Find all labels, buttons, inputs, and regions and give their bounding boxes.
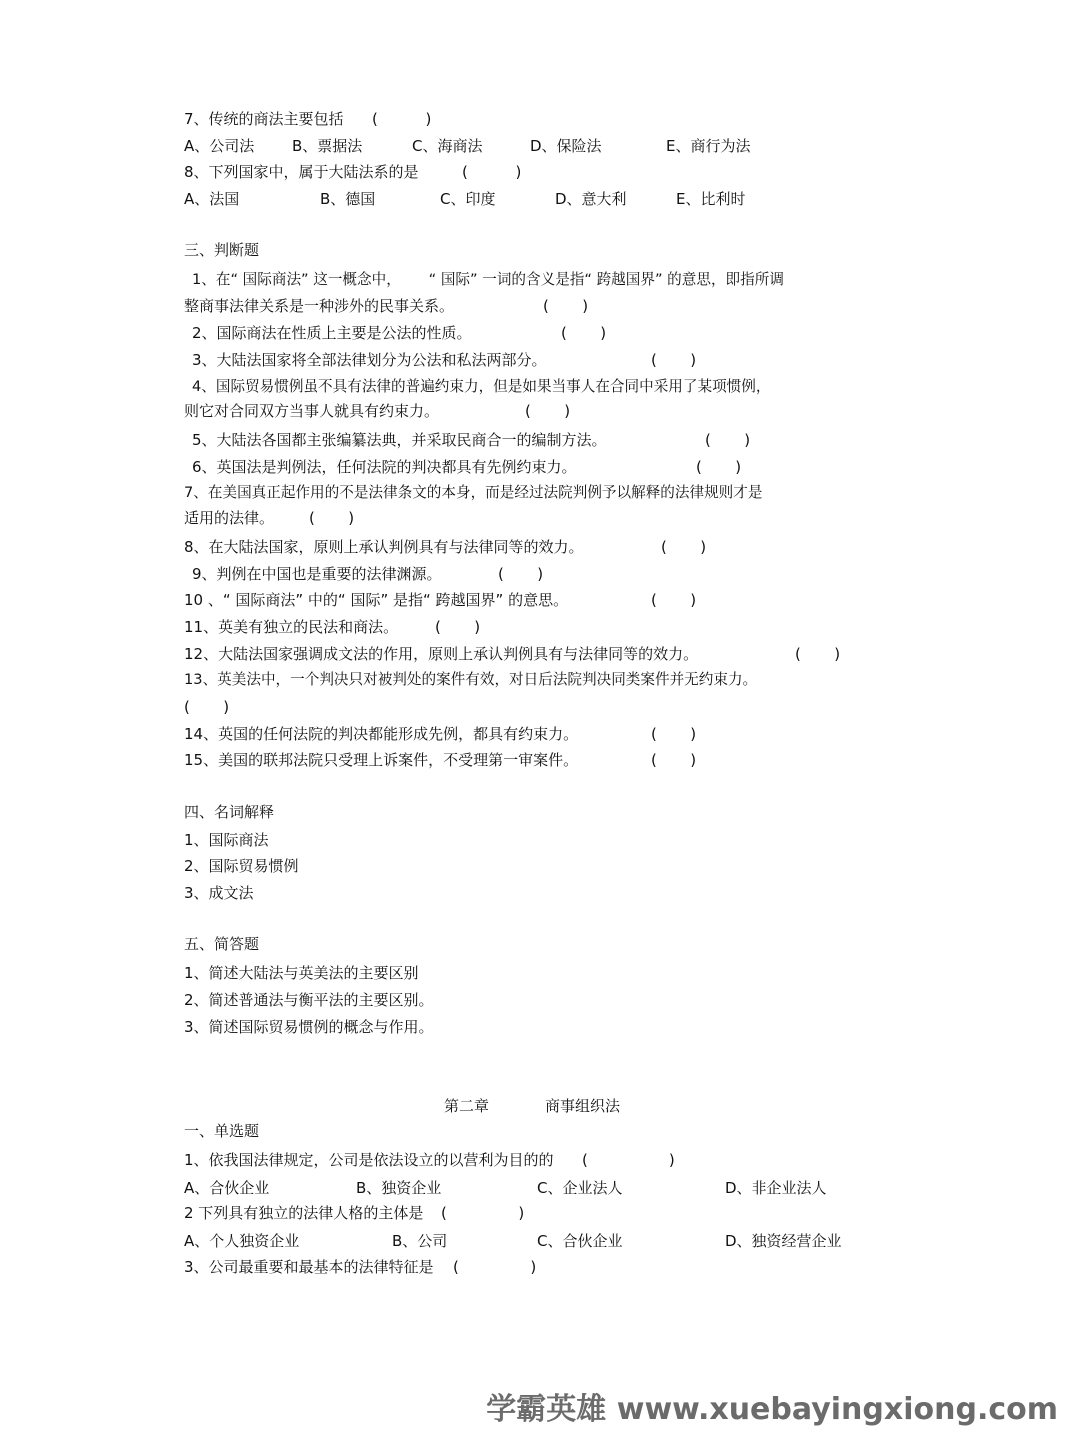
short-answer-3: 3、简述国际贸易惯例的概念与作用。 (184, 1018, 434, 1036)
judge-item-10: 10 、“ 国际商法” 中的“ 国际” 是指“ 跨越国界” 的意思。 (184, 591, 569, 609)
q7-option-a: A、公司法 (184, 137, 255, 155)
judge-item-13-paren: ( ) (184, 698, 230, 716)
judge-item-5: 5、大陆法各国都主张编纂法典，并采取民商合一的编制方法。 (192, 431, 607, 449)
q7-paren: ( ) (372, 110, 432, 128)
ch2-q2-option-b: B、公司 (392, 1232, 448, 1250)
q8-option-b: B、德国 (320, 190, 376, 208)
q8-option-d: D、意大利 (555, 190, 627, 208)
judge-item-7b: 适用的法律。 (184, 509, 275, 527)
judge-item-14: 14、英国的任何法院的判决都能形成先例，都具有约束力。 (184, 725, 579, 743)
q8-option-e: E、比利时 (676, 190, 746, 208)
judge-item-8-paren: ( ) (661, 538, 707, 556)
ch2-q2-option-a: A、个人独资企业 (184, 1232, 300, 1250)
term-item-3: 3、成文法 (184, 884, 254, 902)
judge-item-4-paren: ( ) (525, 402, 571, 420)
judge-item-1-paren: ( ) (543, 297, 589, 315)
ch2-q1-option-c: C、企业法人 (537, 1179, 623, 1197)
q7-stem: 7、传统的商法主要包括 (184, 110, 344, 128)
judge-item-5-paren: ( ) (705, 431, 751, 449)
ch2-q2-option-d: D、独资经营企业 (725, 1232, 842, 1250)
q8-paren: ( ) (462, 163, 522, 181)
short-answer-2: 2、简述普通法与衡平法的主要区别。 (184, 991, 434, 1009)
judge-item-1b: 整商事法律关系是一种涉外的民事关系。 (184, 297, 455, 315)
ch2-q2-option-c: C、合伙企业 (537, 1232, 623, 1250)
watermark-text: 学霸英雄 www.xuebayingxiong.com (486, 1392, 1058, 1427)
section5-heading: 五、简答题 (184, 935, 260, 953)
judge-item-3: 3、大陆法国家将全部法律划分为公法和私法两部分。 (192, 351, 547, 369)
judge-item-12: 12、大陆法国家强调成文法的作用，原则上承认判例具有与法律同等的效力。 (184, 645, 699, 663)
judge-item-15: 15、美国的联邦法院只受理上诉案件，不受理第一审案件。 (184, 751, 579, 769)
judge-item-6: 6、英国法是判例法，任何法院的判决都具有先例约束力。 (192, 458, 577, 476)
judge-item-8: 8、在大陆法国家，原则上承认判例具有与法律同等的效力。 (184, 538, 584, 556)
short-answer-1: 1、简述大陆法与英美法的主要区别 (184, 964, 419, 982)
ch2-q3-stem: 3、公司最重要和最基本的法律特征是 (184, 1258, 434, 1276)
section3-heading: 三、判断题 (184, 241, 260, 259)
chapter-title: 商事组织法 (545, 1097, 621, 1115)
ch2-q2-stem: 2 下列具有独立的法律人格的主体是 (184, 1204, 424, 1222)
judge-item-7a: 7、在美国真正起作用的不是法律条文的本身，而是经过法院判例予以解释的法律规则才是 (184, 484, 763, 501)
judge-item-9-paren: ( ) (498, 565, 544, 583)
judge-item-3-paren: ( ) (651, 351, 697, 369)
ch2-q1-option-a: A、合伙企业 (184, 1179, 270, 1197)
q8-option-a: A、法国 (184, 190, 240, 208)
ch2-q1-stem: 1、依我国法律规定，公司是依法设立的以营利为目的的 (184, 1151, 554, 1169)
judge-item-13: 13、英美法中，一个判决只对被判处的案件有效，对日后法院判决同类案件并无约束力。 (184, 671, 758, 688)
judge-item-12-paren: ( ) (795, 645, 841, 663)
judge-item-1a: 1、在“ 国际商法” 这一概念中， “ 国际” 一词的含义是指“ 跨越国界” 的意思，即指所调 (192, 271, 784, 288)
q8-option-c: C、印度 (440, 190, 496, 208)
ch2-q2-paren: ( ) (441, 1204, 525, 1222)
q7-option-c: C、海商法 (412, 137, 483, 155)
term-item-2: 2、国际贸易惯例 (184, 857, 299, 875)
ch2-q1-paren: ( ) (582, 1151, 675, 1169)
ch2-q1-option-d: D、非企业法人 (725, 1179, 827, 1197)
judge-item-4b: 则它对合同双方当事人就具有约束力。 (184, 402, 440, 420)
term-item-1: 1、国际商法 (184, 831, 269, 849)
q7-option-e: E、商行为法 (666, 137, 751, 155)
ch2-q3-paren: ( ) (453, 1258, 537, 1276)
judge-item-6-paren: ( ) (696, 458, 742, 476)
judge-item-7-paren: ( ) (309, 509, 355, 527)
judge-item-2-paren: ( ) (561, 324, 607, 342)
ch2-q1-option-b: B、独资企业 (356, 1179, 442, 1197)
judge-item-11-paren: ( ) (435, 618, 481, 636)
judge-item-11: 11、英美有独立的民法和商法。 (184, 618, 399, 636)
q7-option-b: B、票据法 (292, 137, 363, 155)
judge-item-9: 9、判例在中国也是重要的法律渊源。 (192, 565, 442, 583)
judge-item-10-paren: ( ) (651, 591, 697, 609)
chapter-number: 第二章 (444, 1097, 490, 1115)
chapter2-section1-heading: 一、单选题 (184, 1122, 260, 1140)
q7-option-d: D、保险法 (530, 137, 602, 155)
judge-item-14-paren: ( ) (651, 725, 697, 743)
judge-item-15-paren: ( ) (651, 751, 697, 769)
q8-stem: 8、下列国家中，属于大陆法系的是 (184, 163, 419, 181)
judge-item-4a: 4、国际贸易惯例虽不具有法律的普遍约束力，但是如果当事人在合同中采用了某项惯例， (192, 378, 771, 395)
section4-heading: 四、名词解释 (184, 803, 275, 821)
judge-item-2: 2、国际商法在性质上主要是公法的性质。 (192, 324, 472, 342)
